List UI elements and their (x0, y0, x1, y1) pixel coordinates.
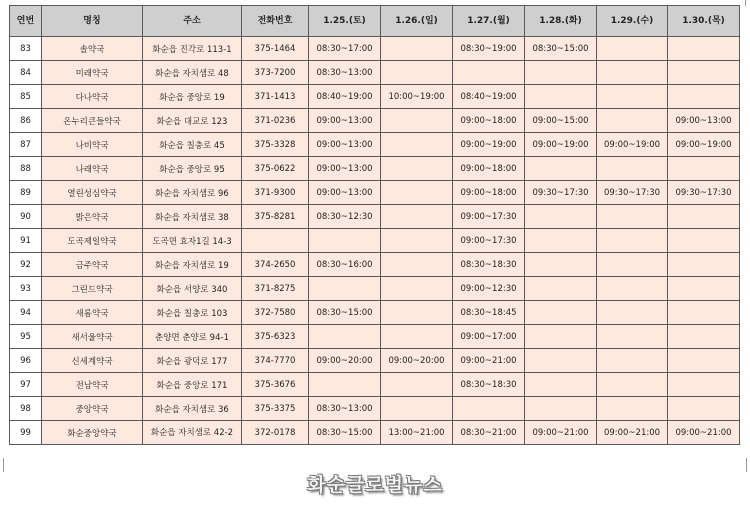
cell-hours-0125: 09:00~13:00 (309, 181, 381, 205)
cell-address: 도곡면 효자1길 14-3 (143, 229, 242, 253)
cell-address: 화순읍 자치샘로 96 (143, 181, 242, 205)
header-cell-date-0125: 1.25.(토) (309, 6, 381, 37)
cell-name: 다나약국 (42, 85, 143, 109)
cell-hours-0127: 09:00~19:00 (453, 133, 525, 157)
cell-number: 94 (10, 301, 42, 325)
cell-hours-0130 (668, 37, 740, 61)
cell-hours-0126 (381, 301, 453, 325)
cell-hours-0127 (453, 397, 525, 421)
cell-hours-0129 (597, 397, 668, 421)
cell-phone: 375-3676 (242, 373, 309, 397)
cell-hours-0126 (381, 157, 453, 181)
cell-name: 온누리큰들약국 (42, 109, 143, 133)
table-row (10, 421, 740, 445)
cell-hours-0127: 08:30~21:00 (453, 421, 525, 445)
cell-hours-0130 (668, 61, 740, 85)
cell-hours-0127: 08:40~19:00 (453, 85, 525, 109)
cell-address: 화순읍 칠충로 103 (143, 301, 242, 325)
header-cell-phone: 전화번호 (242, 6, 309, 37)
cell-hours-0128 (525, 253, 597, 277)
cell-name: 도곡제일약국 (42, 229, 143, 253)
header-cell-address: 주소 (143, 6, 242, 37)
cell-number: 91 (10, 229, 42, 253)
cell-phone: 375-0622 (242, 157, 309, 181)
cell-hours-0128 (525, 157, 597, 181)
cell-phone: 371-0236 (242, 109, 309, 133)
cell-phone: 372-0178 (242, 421, 309, 445)
cell-hours-0130 (668, 301, 740, 325)
cell-phone: 374-2650 (242, 253, 309, 277)
table-row (10, 181, 740, 205)
cell-hours-0126 (381, 325, 453, 349)
cell-hours-0130: 09:30~17:30 (668, 181, 740, 205)
table-row (10, 157, 740, 181)
cell-name: 신세계약국 (42, 349, 143, 373)
cell-hours-0129 (597, 373, 668, 397)
cell-address: 화순읍 자치샘로 19 (143, 253, 242, 277)
cell-hours-0126 (381, 61, 453, 85)
cell-hours-0130: 09:00~19:00 (668, 133, 740, 157)
cell-hours-0128: 09:00~15:00 (525, 109, 597, 133)
cell-name: 미래약국 (42, 61, 143, 85)
cell-hours-0125: 08:30~15:00 (309, 301, 381, 325)
cell-hours-0128 (525, 349, 597, 373)
cell-hours-0125: 09:00~13:00 (309, 157, 381, 181)
cell-hours-0127: 08:30~19:00 (453, 37, 525, 61)
table-row (10, 205, 740, 229)
cell-hours-0129 (597, 253, 668, 277)
cell-number: 96 (10, 349, 42, 373)
table-row (10, 85, 740, 109)
cell-number: 93 (10, 277, 42, 301)
cell-hours-0125: 08:30~15:00 (309, 421, 381, 445)
cell-hours-0129 (597, 325, 668, 349)
cell-address: 화순읍 진각로 113-1 (143, 37, 242, 61)
pharmacy-schedule-sheet (9, 5, 740, 445)
crop-mark-top-right (744, 0, 746, 6)
cell-hours-0126 (381, 205, 453, 229)
cell-hours-0129 (597, 349, 668, 373)
cell-address: 화순읍 자치샘로 36 (143, 397, 242, 421)
watermark-logo: 화순글로벌뉴스 (307, 474, 443, 496)
cell-hours-0128 (525, 325, 597, 349)
cell-hours-0125 (309, 229, 381, 253)
cell-name: 나래약국 (42, 157, 143, 181)
cell-hours-0128 (525, 373, 597, 397)
cell-hours-0125: 09:00~13:00 (309, 109, 381, 133)
cell-address: 화순읍 중앙로 171 (143, 373, 242, 397)
cell-hours-0129: 09:00~19:00 (597, 133, 668, 157)
cell-hours-0129 (597, 61, 668, 85)
table-row (10, 133, 740, 157)
header-cell-date-0130: 1.30.(목) (668, 6, 740, 37)
header-cell-date-0126: 1.26.(일) (381, 6, 453, 37)
cell-hours-0125: 08:40~19:00 (309, 85, 381, 109)
header-cell-date-0128: 1.28.(화) (525, 6, 597, 37)
cell-hours-0126: 13:00~21:00 (381, 421, 453, 445)
cell-hours-0127: 08:30~18:30 (453, 253, 525, 277)
cell-number: 95 (10, 325, 42, 349)
cell-address: 춘양면 춘양로 94-1 (143, 325, 242, 349)
cell-phone: 371-8275 (242, 277, 309, 301)
cell-hours-0128: 09:30~17:30 (525, 181, 597, 205)
cell-hours-0127 (453, 61, 525, 85)
cell-hours-0129 (597, 301, 668, 325)
cell-phone (242, 229, 309, 253)
table-row (10, 301, 740, 325)
cell-phone: 371-9300 (242, 181, 309, 205)
cell-hours-0130: 09:00~21:00 (668, 421, 740, 445)
cell-hours-0130 (668, 349, 740, 373)
cell-phone: 375-3375 (242, 397, 309, 421)
cell-hours-0125: 09:00~20:00 (309, 349, 381, 373)
cell-hours-0129 (597, 85, 668, 109)
table-row (10, 325, 740, 349)
cell-hours-0128 (525, 397, 597, 421)
cell-phone: 372-7580 (242, 301, 309, 325)
cell-hours-0130 (668, 85, 740, 109)
cell-address: 화순읍 중앙로 19 (143, 85, 242, 109)
cell-name: 새롬약국 (42, 301, 143, 325)
cell-hours-0126 (381, 277, 453, 301)
cell-hours-0125 (309, 325, 381, 349)
cell-hours-0130: 09:00~13:00 (668, 109, 740, 133)
cell-hours-0130 (668, 205, 740, 229)
table-row (10, 109, 740, 133)
cell-hours-0125: 08:30~16:00 (309, 253, 381, 277)
cell-hours-0126 (381, 133, 453, 157)
cell-hours-0126: 10:00~19:00 (381, 85, 453, 109)
cell-hours-0128 (525, 205, 597, 229)
cell-address: 화순읍 중앙로 95 (143, 157, 242, 181)
cell-hours-0126 (381, 181, 453, 205)
table-row (10, 349, 740, 373)
cell-hours-0127: 09:00~17:00 (453, 325, 525, 349)
cell-name: 화순중앙약국 (42, 421, 143, 445)
header-cell-name: 명칭 (42, 6, 143, 37)
cell-hours-0130 (668, 277, 740, 301)
cell-hours-0128 (525, 301, 597, 325)
cell-hours-0129 (597, 229, 668, 253)
cell-hours-0130 (668, 229, 740, 253)
cell-hours-0129: 09:00~21:00 (597, 421, 668, 445)
table-row (10, 397, 740, 421)
cell-hours-0127: 09:00~17:30 (453, 205, 525, 229)
table-row (10, 277, 740, 301)
cell-hours-0128 (525, 85, 597, 109)
cell-hours-0125: 08:30~12:30 (309, 205, 381, 229)
header-row (10, 6, 740, 37)
cell-hours-0127: 09:00~17:30 (453, 229, 525, 253)
cell-phone: 371-1413 (242, 85, 309, 109)
cell-hours-0130 (668, 157, 740, 181)
cell-number: 87 (10, 133, 42, 157)
cell-name: 전남약국 (42, 373, 143, 397)
header-cell-number: 연번 (10, 6, 42, 37)
cell-hours-0129 (597, 37, 668, 61)
cell-hours-0128: 09:00~19:00 (525, 133, 597, 157)
cell-address: 화순읍 자치샘로 38 (143, 205, 242, 229)
cell-number: 86 (10, 109, 42, 133)
cell-address: 화순읍 자치샘로 48 (143, 61, 242, 85)
cell-phone: 375-6323 (242, 325, 309, 349)
cell-hours-0127: 09:00~18:00 (453, 181, 525, 205)
cell-number: 88 (10, 157, 42, 181)
cell-address: 화순읍 대교로 123 (143, 109, 242, 133)
cell-number: 84 (10, 61, 42, 85)
cell-phone: 375-3328 (242, 133, 309, 157)
cell-hours-0126 (381, 109, 453, 133)
cell-name: 새서울약국 (42, 325, 143, 349)
cell-hours-0127: 09:00~12:30 (453, 277, 525, 301)
cell-hours-0130 (668, 325, 740, 349)
header-cell-date-0129: 1.29.(수) (597, 6, 668, 37)
table-row (10, 253, 740, 277)
cell-hours-0127: 08:30~18:45 (453, 301, 525, 325)
cell-hours-0129 (597, 109, 668, 133)
cell-hours-0129: 09:30~17:30 (597, 181, 668, 205)
cell-hours-0129 (597, 277, 668, 301)
cell-number: 90 (10, 205, 42, 229)
cell-number: 98 (10, 397, 42, 421)
cell-name: 솔약국 (42, 37, 143, 61)
table-row (10, 373, 740, 397)
cell-address: 화순읍 광덕로 177 (143, 349, 242, 373)
cell-name: 금주약국 (42, 253, 143, 277)
cell-hours-0129 (597, 157, 668, 181)
cell-name: 그린드약국 (42, 277, 143, 301)
table-body (10, 37, 740, 445)
cell-hours-0125: 08:30~13:00 (309, 61, 381, 85)
cell-name: 밝은약국 (42, 205, 143, 229)
cell-hours-0125 (309, 373, 381, 397)
cell-hours-0127: 08:30~18:30 (453, 373, 525, 397)
cell-number: 85 (10, 85, 42, 109)
cell-phone: 375-1464 (242, 37, 309, 61)
table-row (10, 61, 740, 85)
cell-phone: 373-7200 (242, 61, 309, 85)
cell-hours-0128 (525, 61, 597, 85)
cell-name: 나비약국 (42, 133, 143, 157)
cell-number: 99 (10, 421, 42, 445)
cell-hours-0125: 09:00~13:00 (309, 133, 381, 157)
header-cell-date-0127: 1.27.(월) (453, 6, 525, 37)
cell-address: 화순읍 자치샘로 42-2 (143, 421, 242, 445)
cell-name: 열린성심약국 (42, 181, 143, 205)
cell-hours-0129 (597, 205, 668, 229)
cell-hours-0128: 08:30~15:00 (525, 37, 597, 61)
cell-hours-0127: 09:00~18:00 (453, 157, 525, 181)
cell-name: 중앙약국 (42, 397, 143, 421)
cell-hours-0125: 08:30~17:00 (309, 37, 381, 61)
cell-hours-0126 (381, 397, 453, 421)
cell-number: 89 (10, 181, 42, 205)
cell-hours-0126 (381, 37, 453, 61)
cell-hours-0128: 09:00~21:00 (525, 421, 597, 445)
cell-hours-0130 (668, 253, 740, 277)
cell-hours-0126 (381, 253, 453, 277)
cell-number: 97 (10, 373, 42, 397)
cell-phone: 374-7770 (242, 349, 309, 373)
cell-hours-0130 (668, 373, 740, 397)
table-row (10, 229, 740, 253)
cell-hours-0128 (525, 277, 597, 301)
cell-number: 92 (10, 253, 42, 277)
cell-address: 화순읍 서양로 340 (143, 277, 242, 301)
cell-address: 화순읍 칠충로 45 (143, 133, 242, 157)
cell-hours-0125: 08:30~13:00 (309, 397, 381, 421)
cell-hours-0126: 09:00~20:00 (381, 349, 453, 373)
cell-hours-0126 (381, 373, 453, 397)
cell-hours-0127: 09:00~21:00 (453, 349, 525, 373)
pharmacy-schedule-table (9, 5, 740, 445)
table-row (10, 37, 740, 61)
cell-hours-0126 (381, 229, 453, 253)
cell-hours-0130 (668, 397, 740, 421)
cell-phone: 375-8281 (242, 205, 309, 229)
cell-hours-0125 (309, 277, 381, 301)
cell-hours-0128 (525, 229, 597, 253)
cell-hours-0127: 09:00~18:00 (453, 109, 525, 133)
cell-number: 83 (10, 37, 42, 61)
